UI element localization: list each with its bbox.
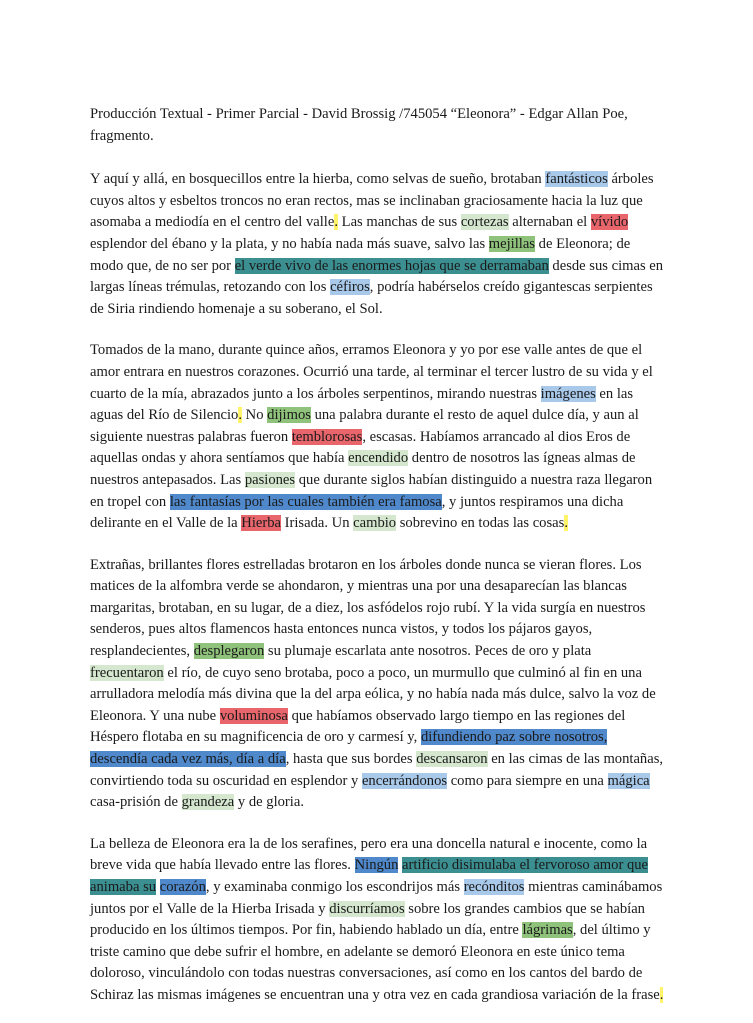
paragraph-text: desde sus cimas en largas líneas trémulas, retozando con los — [90, 257, 664, 296]
highlighted-phrase: discurríamos — [329, 900, 405, 917]
paragraph-text: el río, de cuyo seno brotaba, poco a poco, un murmullo que culminó al fin en una arrulladora melodía más divina que la del arpa eólica, y no había nada más dulce, salvo la voz de Eleonora. Y una nube — [90, 664, 656, 724]
paragraph-text: Extrañas, brillantes flores estrelladas brotaron en los árboles donde nunca se vieran flores. Los matices de la alfombra verde se ahondaron, y mientras una por una desaparecían las blancas margaritas, brotaban, en su lugar, de a diez, los asfódelos rojo rubí. Y la vida surgía en nuestros senderos, pues altos flamencos hasta entonces nunca vistos, y todos los pájaros gayos, resplandecientes, — [90, 556, 646, 660]
highlighted-phrase: mágica — [607, 772, 650, 789]
paragraph-text: , escasas. Habíamos arrancado al dios Eros de aquellas ondas y ahora sentíamos que había — [90, 428, 631, 467]
paragraph-text: dentro de nosotros las ígneas almas de nuestros antepasados. Las — [90, 450, 636, 488]
paragraph-text: Y aquí y allá, en bosquecillos entre la hierba, como selvas de sueño, brotaban — [90, 171, 546, 188]
highlighted-phrase: descansaron — [416, 751, 488, 768]
highlighted-phrase: frecuentaron — [90, 664, 164, 681]
highlighted-phrase: céfiros — [330, 279, 370, 296]
paragraph-text: La belleza de Eleonora era la de los serafines, pero era una doncella natural e inocente, como la breve vida que había llevado entre las flores. — [90, 835, 648, 874]
highlighted-phrase: Ningún — [354, 857, 399, 874]
paragraph-text: una palabra durante el resto de aquel dulce día, y aun al siguiente nuestras palabras fueron — [90, 407, 639, 445]
paragraph-text: árboles cuyos altos y esbeltos troncos no eran rectos, mas se inclinaban graciosamente hacia la luz que asomaba a mediodía en el centro del valle — [90, 171, 654, 231]
highlighted-phrase: artificio disimulaba el fervoroso amor que animaba su — [90, 857, 649, 895]
highlighted-phrase: desplegaron — [193, 643, 265, 660]
paragraph-text: , hasta que sus bordes — [285, 751, 417, 768]
paragraph-text: su plumaje escarlata ante nosotros. Peces de oro y plata — [264, 643, 592, 660]
paragraph-text: como para siempre en una — [447, 772, 608, 789]
paragraph-text: , del último y triste camino que debe sufrir el hombre, en adelante se demoró Eleonora en este único tema doloroso, vinculándolo con todas nuestras conversaciones, así como en los cantos del bardo de Schiraz las mismas imágenes se encuentran una y otra vez en cada grandiosa variación de la frase — [90, 922, 660, 1003]
highlighted-phrase: lágrimas — [522, 922, 573, 939]
highlighted-phrase: Hierba — [241, 515, 281, 532]
highlighted-phrase: . — [238, 407, 242, 424]
paragraph-text: , y juntos respiramos una dicha delirante en el Valle de la — [90, 493, 624, 532]
highlighted-phrase: grandeza — [181, 794, 235, 811]
highlighted-phrase: . — [334, 214, 338, 231]
highlighted-phrase: el verde vivo de las enormes hojas que se derramaban — [234, 257, 549, 274]
paragraph-text: , podría habérselos creído gigantescas serpientes de Siria rindiendo homenaje a su soberano, el Sol. — [90, 279, 653, 317]
highlighted-phrase: recónditos — [463, 879, 525, 895]
paragraph-text: en las aguas del Río de Silencio — [90, 385, 634, 424]
paragraph — [90, 169, 665, 320]
paragraph-text: alternaban el — [508, 214, 591, 231]
document-title: Producción Textual - Primer Parcial - David Brossig /745054 “Eleonora” - Edgar Allan Poe, fragmento. — [90, 106, 628, 144]
highlighted-phrase: . — [564, 515, 568, 532]
paragraph — [90, 340, 665, 534]
highlighted-phrase: cambio — [353, 515, 397, 532]
paragraph-text: sobrevino en todas las cosas — [396, 515, 565, 532]
highlighted-phrase: pasiones — [244, 471, 296, 488]
highlighted-phrase: difundiendo paz sobre nosotros, descendía cada vez más, día a día — [90, 729, 608, 768]
highlighted-phrase: imágenes — [540, 385, 596, 402]
highlighted-phrase: las fantasías por las cuales también era famosa — [169, 493, 442, 510]
paragraph-text: esplendor del ébano y la plata, y no había nada más suave, salvo las — [90, 235, 489, 252]
highlighted-phrase: vívido — [590, 214, 629, 231]
paragraph-text: que durante siglos habían distinguido a nuestra raza llegaron en tropel con — [90, 471, 653, 510]
paragraph-text: en las cimas de las montañas, convirtiendo toda su oscuridad en esplendor y — [90, 751, 664, 789]
paragraph — [90, 834, 665, 1007]
highlighted-phrase: cortezas — [460, 214, 509, 231]
paragraph — [90, 555, 665, 814]
paragraph-text: casa-prisión de — [90, 794, 182, 811]
paragraph-text: No — [242, 407, 268, 424]
highlighted-phrase: encendido — [348, 450, 409, 467]
highlighted-phrase: encerrándonos — [361, 772, 448, 789]
highlighted-phrase: temblorosas — [291, 428, 363, 445]
paragraph-text: sobre los grandes cambios que se habían producido en los últimos tiempos. Por fin, habiendo hablado un día, entre — [90, 900, 645, 939]
document-body — [90, 169, 665, 1006]
highlighted-phrase: dijimos — [267, 407, 311, 424]
paragraph-text: de Eleonora; de modo que, de no ser por — [90, 235, 631, 274]
paragraph-text: Irisada. Un — [281, 515, 354, 532]
highlighted-phrase: fantásticos — [545, 171, 608, 188]
paragraph-text: mientras caminábamos juntos por el Valle de la Hierba Irisada y — [90, 879, 663, 917]
paragraph-text: , y examinaba conmigo los escondrijos más — [205, 879, 464, 895]
highlighted-phrase: mejillas — [488, 235, 535, 252]
paragraph-text: y de gloria. — [234, 794, 304, 811]
paragraph-text: Las manchas de sus — [338, 214, 461, 231]
highlighted-phrase: corazón — [159, 879, 206, 895]
highlighted-phrase: . — [659, 986, 664, 1003]
paragraph-text: que habíamos observado largo tiempo en las regiones del Héspero flotaba en su magnificencia de oro y carmesí y, — [90, 707, 626, 746]
highlighted-phrase: voluminosa — [219, 707, 288, 724]
paragraph-text: Tomados de la mano, durante quince años, erramos Eleonora y yo por ese valle antes de que el amor entrara en nuestros corazones. Ocurrió una tarde, al terminar el tercer lustro de su vida y el cuarto de la mía, abrazados junto a los árboles serpentinos, mirando nuestras — [90, 342, 653, 402]
